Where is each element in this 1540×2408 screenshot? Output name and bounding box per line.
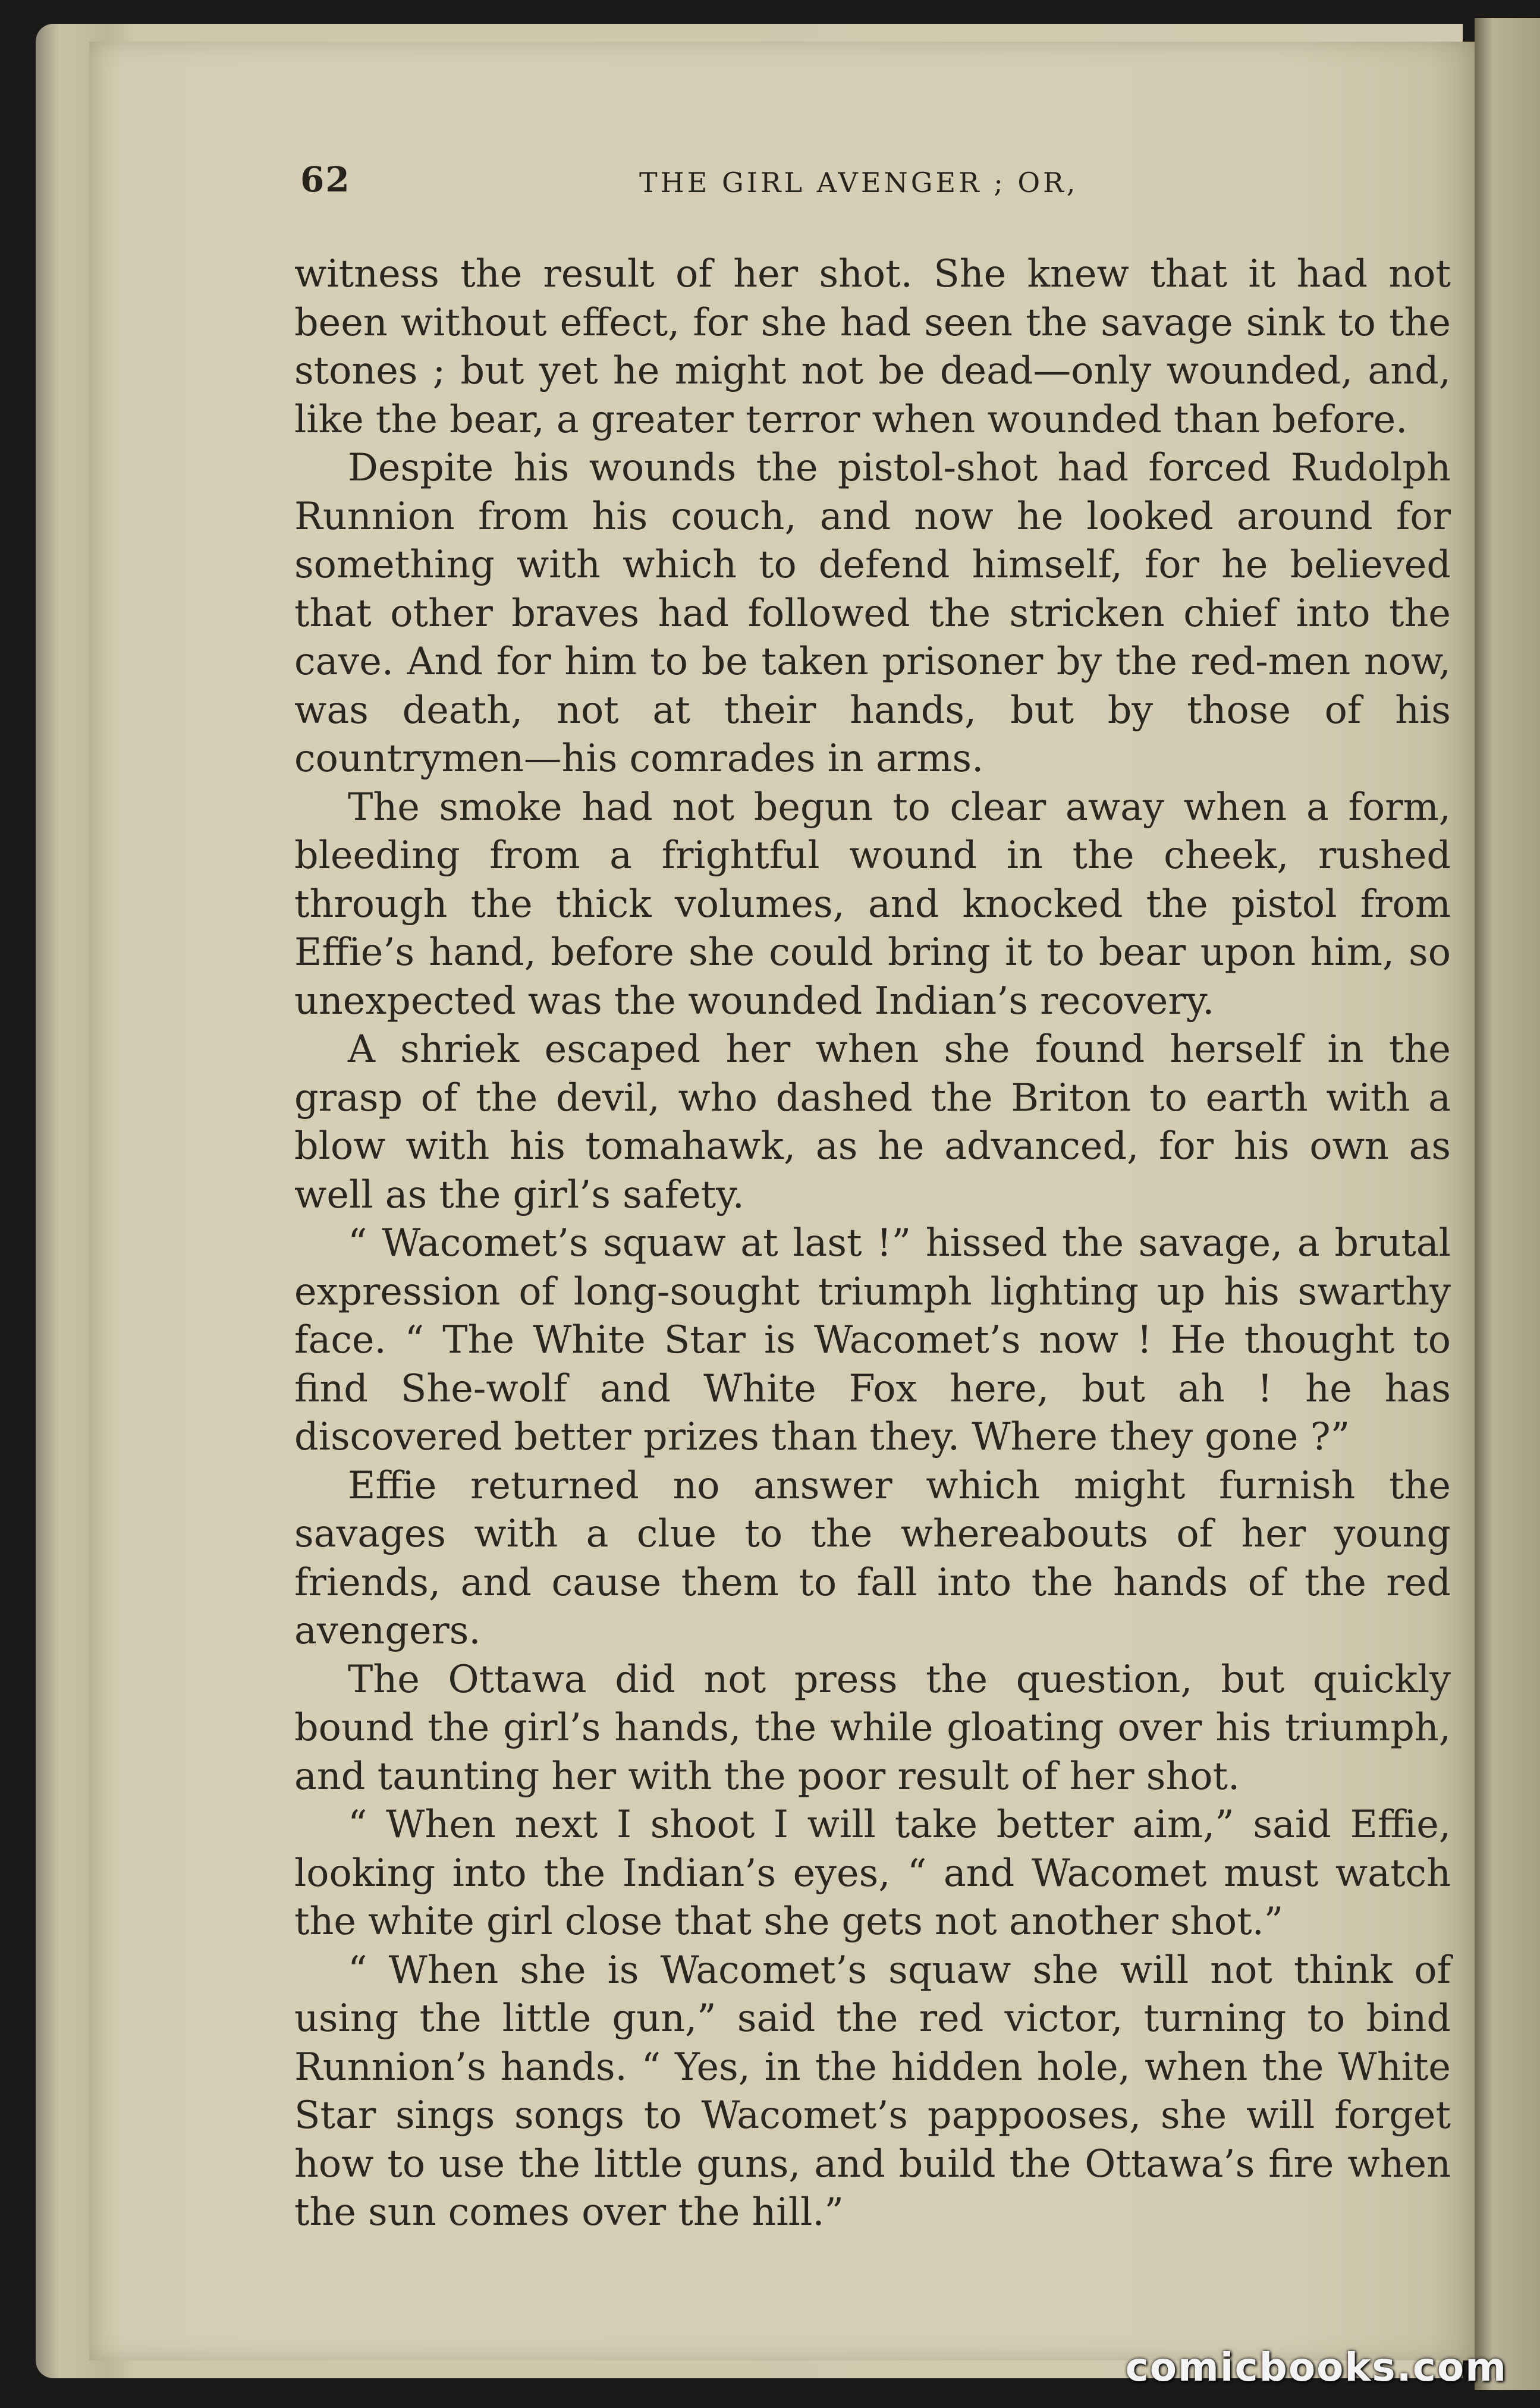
watermark: comicbooks.com [1125, 2344, 1507, 2390]
page-header [300, 159, 1448, 207]
running-head: THE GIRL AVENGER ; OR, [639, 166, 1079, 199]
paragraph: Despite his wounds the pistol-shot had forced Rudolph Runnion from his couch, and now he looked around for something with which to defend himself, for he believed that other braves had followed the stricken chief into the cave. And for him to be taken prisoner by the red-men now, was death, not at their hands, but by those of his countrymen—his comrades in arms. [294, 445, 1451, 780]
body-text [294, 250, 1451, 2237]
paragraph: The smoke had not begun to clear away when a form, bleeding from a frightful wound in the cheek, rushed through the thick volumes, and knocked the pistol from Effie’s hand, before she could bring it to bear upon him, so unexpected was the wounded Indian’s recovery. [294, 784, 1451, 1023]
facing-page-edge [1475, 18, 1540, 2390]
paragraph: “ Wacomet’s squaw at last !” hissed the savage, a brutal expression of long-sought triumph lighting up his swarthy face. “ The White Star is Wacomet’s now ! He thought to find She-wolf and White Fox here, but ah ! he has discovered better prizes than they. Where they gone ?” [294, 1221, 1451, 1458]
paragraph: witness the result of her shot. She knew that it had not been without effect, for she had seen the savage sink to the stones ; but yet he might not be dead—only wounded, and, like the bear, a greater terror when wounded than before. [294, 252, 1451, 441]
paragraph: A shriek escaped her when she found herself in the grasp of the devil, who dashed the Briton to earth with a blow with his tomahawk, as he advanced, for his own as well as the girl’s safety. [294, 1027, 1451, 1216]
paragraph: “ When next I shoot I will take better aim,” said Effie, looking into the Indian’s eyes, “ and Wacomet must watch the white girl close that she gets not another shot.” [294, 1802, 1451, 1943]
page-number: 62 [300, 159, 351, 200]
paragraph: “ When she is Wacomet’s squaw she will not think of using the little gun,” said the red victor, turning to bind Runnion’s hands. “ Yes, in the hidden hole, when the White Star sings songs to Wacomet’s pappooses, she will forget how to use the little guns, and build the Ottawa’s fire when the sun comes over the hill.” [294, 1947, 1451, 2234]
paragraph: Effie returned no answer which might furnish the savages with a clue to the whereabouts of her young friends, and cause them to fall into the hands of the red avengers. [294, 1463, 1451, 1652]
paragraph: The Ottawa did not press the question, but quickly bound the girl’s hands, the while gloating over his triumph, and taunting her with the poor result of her shot. [294, 1656, 1451, 1798]
